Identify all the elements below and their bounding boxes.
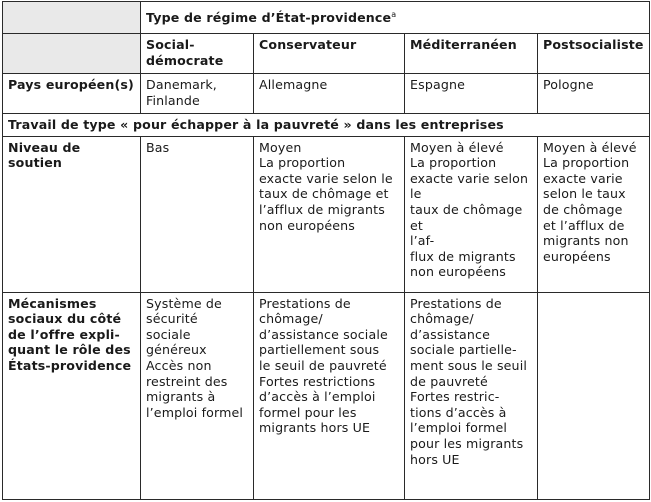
- table: [2, 1, 650, 500]
- mechanisms-row-label: Mécanismes sociaux du côté de l’offre expli- quant le rôle des États-providence: [3, 292, 141, 499]
- corner-cell-2: [3, 34, 141, 74]
- header-row-group: [3, 2, 650, 34]
- header-row-columns: [3, 34, 650, 74]
- countries-cell-conservateur: Allemagne: [254, 74, 405, 114]
- column-header-social-democrate: Social- démocrate: [141, 34, 254, 74]
- mechanisms-cell-mediterraneen: Prestations de chômage/ d’assistance sociale partielle- ment sous le seuil de pauvreté Fortes restric- tions d’accès à l’emploi formel pour les migrants hors UE: [405, 292, 538, 499]
- support-cell-postsocialiste: Moyen à élevé La proportion exacte varie selon le taux de chômage et l’afflux de migrants non européens: [538, 136, 650, 292]
- countries-cell-social-democrate: Danemark, Finlande: [141, 74, 254, 114]
- mechanisms-row: [3, 292, 650, 499]
- column-header-mediterraneen: Méditerranéen: [405, 34, 538, 74]
- countries-cell-mediterraneen: Espagne: [405, 74, 538, 114]
- footnote-marker: a: [391, 10, 397, 19]
- regime-type-header: [141, 2, 650, 34]
- column-header-postsocialiste: Postsocialiste: [538, 34, 650, 74]
- support-row-label: Niveau de soutien: [3, 136, 141, 292]
- countries-cell-postsocialiste: Pologne: [538, 74, 650, 114]
- support-cell-conservateur: Moyen La proportion exacte varie selon le taux de chômage et l’afflux de migrants non européens: [254, 136, 405, 292]
- regime-type-title: Type de régime d’État-providence: [146, 10, 392, 26]
- section-heading: Travail de type « pour échapper à la pauvreté » dans les entreprises: [3, 114, 650, 137]
- corner-cell: [3, 2, 141, 34]
- support-cell-social-democrate: Bas: [141, 136, 254, 292]
- column-header-conservateur: Conservateur: [254, 34, 405, 74]
- mechanisms-cell-postsocialiste: [538, 292, 650, 499]
- mechanisms-cell-conservateur: Prestations de chômage/ d’assistance sociale partiellement sous le seuil de pauvreté Fortes restrictions d’accès à l’emploi formel pour les migrants hors UE: [254, 292, 405, 499]
- countries-row: [3, 74, 650, 114]
- welfare-regime-table: [2, 1, 649, 500]
- countries-row-label: Pays européen(s): [3, 74, 141, 114]
- mechanisms-cell-social-democrate: Système de sécurité sociale généreux Accès non restreint des migrants à l’emploi formel: [141, 292, 254, 499]
- support-row: [3, 136, 650, 292]
- support-cell-mediterraneen: Moyen à élevé La proportion exacte varie selon le taux de chômage et l’af- flux de migrants non européens: [405, 136, 538, 292]
- section-row: [3, 114, 650, 137]
